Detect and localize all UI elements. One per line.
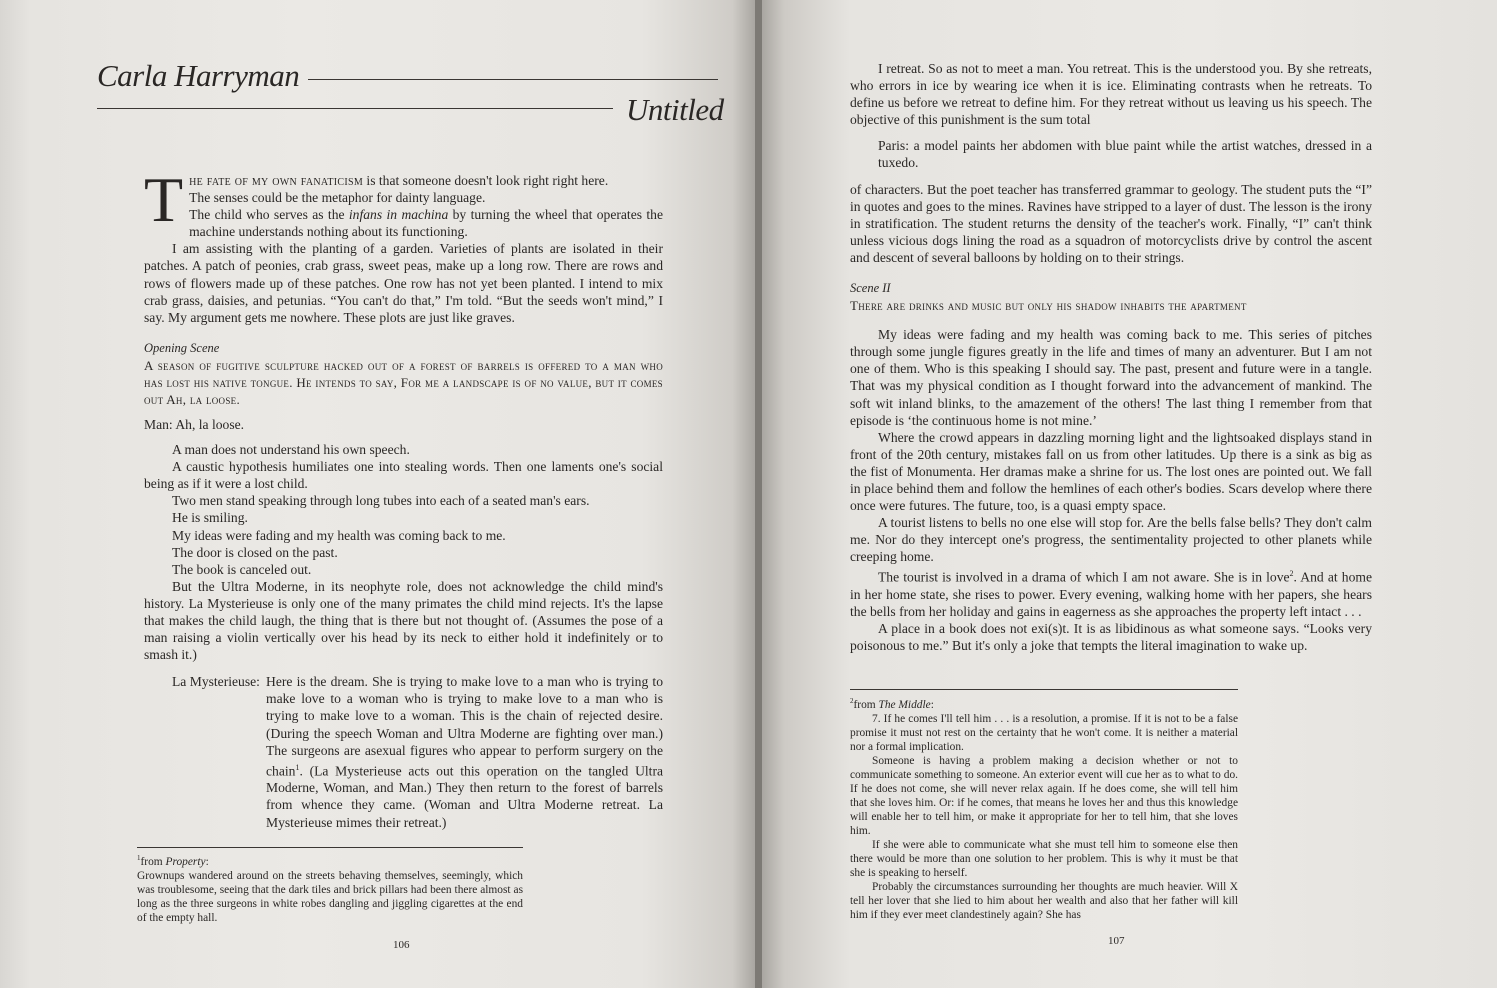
footnote-right: $^2$from The Middle: 7. If he comes I'll tell him . . . is a resolution, a promise. If it is not to be a false promise it must not rest on the certainty that he won't come. It is neither a material nor a formal implication. Someone is having a problem making a decision whether or not to communicate something to someone. An exterior event will cue her as to what to do. If he does not come, she will never relax again. If he does come, she will tell him that she loves him. Or: if he comes, that means he loves her and thus this knowledge will enable her to tell him, or make it appropriate for her to tell him, that she loves him. If she were able to communicate what she must tell him to someone else then there would be more than one solution to her problem. This is why it must be that she is speaking to herself. Probably the circumstances surrounding her thoughts are much heavier. Will X tell her lover that she lied to him about her wealth and also that her father will kill him if they ever meet clandestinely again? She has bbox=[850, 697, 1238, 921]
footnote-text: Grownups wandered around on the streets behaving themselves, seemingly, which was troublesome, seeing that the dark tiles and brick pillars had been there almost as long as the three surgeons in white robes dangling and jiggling cigarettes at the end of the empty hall. bbox=[137, 869, 523, 924]
tourist-paragraph: A tourist listens to bells no one else will stop for. Are the bells false bells? They don't calm me. Nor do they intercept one's progress, the sentimentality projected to other planets while creeping home. bbox=[850, 515, 1372, 565]
author-name: Carla Harryman bbox=[97, 58, 300, 93]
footnote-paragraph: 7. If he comes I'll tell him . . . is a resolution, a promise. If it is not to be a false promise it must not rest on the certainty that he won't come. It is neither a material nor a formal implication. bbox=[850, 712, 1238, 753]
garden-paragraph: I am assisting with the planting of a garden. Varieties of plants are isolated in their patches. A patch of peonies, crab grass, sweet peas, make up a long row. There are rows and rows of flowers made up of these patches. One row has not yet been planted. I intend to mix crab grass, daisies, and petunias. “You can't do that,” I'm told. “But the seeds won't mind,” I say. My argument gets me nowhere. These plots are just like graves. bbox=[144, 241, 663, 325]
page-number-left: 106 bbox=[393, 939, 410, 951]
opening-scene-description: A season of fugitive sculpture hacked out of a forest of barrels is offered to a man who has lost his native tongue. He intends to say, For me a landscape is of no value, but it comes out Ah, la loose. bbox=[144, 357, 663, 407]
footnote-paragraph: Someone is having a problem making a decision whether or not to communicate something to someone. An exterior event will cue her as to what to do. If he does not come, she will never relax again. If he does come, she will tell him that she loves him. Or: if he comes, that means he loves her and thus this knowledge will enable her to tell him, or make it appropriate for her to tell him, that she loves him. bbox=[850, 754, 1238, 837]
characters-paragraph: of characters. But the poet teacher has transferred grammar to geology. The student puts the “I” in quotes and goes to the mines. Ravines have stripped to a layer of dust. The lesson is the irony in stratification. The student returns the density of the teacher's work. Finally, “I” can't think unless vicious dogs lining the road as a squadron of motorcyclists drive by control the ascent and descent of several balloons by holding on to their strings. bbox=[850, 181, 1372, 265]
left-body bbox=[144, 164, 664, 831]
mysterieuse-speech: La Mysterieuse: Here is the dream. She is trying to make love to a man who is trying to make love to a woman who is trying to make love to a man who is trying to make love to a woman. This is the chain of rejected desire. (During the speech Woman and Ultra Moderne are fighting over man.) The surgeons are asexual figures who appear to perform surgery on the chain$^1$. (La Mysterieuse acts out this operation on the tangled Ultra Moderne, Woman, and Man.) They then return to the forest of barrels from whence they came. (Woman and Ultra Moderne retreat. La Mysterieuse mimes their retreat.) bbox=[172, 674, 663, 830]
scene-two-label: Scene II bbox=[850, 281, 891, 296]
line-item: A caustic hypothesis humiliates one into stealing words. Then one laments one's social being as if it were a lost child. bbox=[144, 459, 663, 492]
line-item: The door is closed on the past. bbox=[172, 544, 338, 560]
drop-cap: T bbox=[144, 164, 184, 235]
line-item: But the Ultra Moderne, in its neophyte role, does not acknowledge the child mind's history. La Mysterieuse is only one of the many primates the child mind rejects. It's the lapse that makes the child laugh, the thing that is there but not thought of. (Assumes the pose of a man raising a violin vertically over his head by its neck to either hold it indefinitely or to smash it.) bbox=[144, 578, 663, 663]
opening-scene-label: Opening Scene bbox=[144, 340, 220, 355]
crowd-paragraph: Where the crowd appears in dazzling morning light and the lightsoaked displays stand in front of the 20th century, mistakes fall on us from other latitudes. Up there is a sink as big as the fist of Monumenta. Her dramas make a shrine for us. The lost ones are pointed out. We fall in place behind them and follow the hemlines of each other's bodies. Scars develop where there once were futures. The future, too, is a quasi empty space. bbox=[850, 429, 1372, 514]
scene-two-description: There are drinks and music but only his shadow inhabits the apartment bbox=[850, 298, 1247, 314]
line-item: A man does not understand his own speech. bbox=[172, 442, 410, 458]
drama-paragraph: The tourist is involved in a drama of which I am not aware. She is in love$^2$. And at home in her home state, she rises to power. Every evening, walking home with her papers, she hears the bells from her holiday and gains in eagerness as she approaches the property left intact . . . bbox=[850, 569, 1372, 620]
paris-line: Paris: a model paints her abdomen with blue paint while the artist watches, dressed in a tuxedo. bbox=[878, 138, 1372, 171]
header-rule-bottom bbox=[97, 108, 613, 109]
speaker-label: La Mysterieuse: bbox=[172, 674, 260, 690]
footnote-paragraph: If she were able to communicate what she must tell him to someone else then there would be more than one solution to her problem. This is why it must be that she is speaking to herself. bbox=[850, 838, 1238, 879]
ideas-paragraph: My ideas were fading and my health was coming back to me. This series of pitches through some jungle figures greatly in the life and times of many an adventurer. But I am not one of them. Who is this speaking I should say. The past, present and future were in a tangle. That was my physical condition as I thought forward into the advancement of mankind. The soft wit inland blinks, to the amazement of the others! The last thing I remember from that episode is ‘the continuous home is not mine.’ bbox=[850, 327, 1372, 428]
poem-title: Untitled bbox=[626, 92, 724, 127]
line-item: He is smiling. bbox=[172, 510, 248, 526]
line-item: The book is canceled out. bbox=[172, 561, 312, 577]
intro-paragraph: The fate of my own fanaticism is that someone doesn't look right right here. The senses could be the metaphor for dainty language. The child who serves as the infans in machina by turning the wheel that operates the machine understands nothing about its functioning. bbox=[144, 164, 664, 240]
footnote-paragraph: Probably the circumstances surrounding her thoughts are much heavier. Will X tell her lover that she lied to him about her wealth and also that her father will kill him if they ever meet clandestinely again? She has bbox=[850, 880, 1238, 921]
footnote-rule bbox=[137, 847, 523, 848]
man-line: Man: Ah, la loose. bbox=[144, 416, 245, 432]
line-item: Two men stand speaking through long tubes into each of a seated man's ears. bbox=[172, 493, 590, 509]
footnote-left: $^1$from Property: Grownups wandered around on the streets behaving themselves, seemingly, which was troublesome, seeing that the dark tiles and brick pillars had been there almost as long as the three surgeons in white robes dangling and jiggling cigarettes at the end of the empty hall. bbox=[137, 854, 523, 924]
line-item: My ideas were fading and my health was coming back to me. bbox=[172, 527, 506, 543]
right-page bbox=[762, 0, 1497, 988]
header-rule-top bbox=[308, 79, 718, 80]
footnote-rule-right bbox=[850, 689, 1238, 690]
retreat-paragraph: I retreat. So as not to meet a man. You retreat. This is the understood you. By she retreats, who errors in ice by wearing ice when it is ice. Eliminating contrasts when he retreats. To define us before we retreat to define him. For they retreat without us leaving us his speech. The objective of this punishment is the sum total bbox=[850, 61, 1372, 128]
page-number-right: 107 bbox=[1108, 935, 1125, 947]
right-body bbox=[850, 60, 1372, 654]
book-gutter bbox=[755, 0, 762, 988]
place-paragraph: A place in a book does not exi(s)t. It is as libidinous as what someone says. “Looks very poisonous to me.” But it's only a joke that tempts the literal imagination to wake up. bbox=[850, 621, 1372, 654]
